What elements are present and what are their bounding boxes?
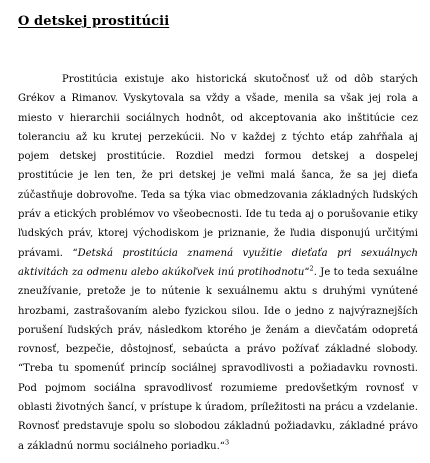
footnote-ref-3: 3 xyxy=(224,438,230,447)
footnote-ref-2: 2 xyxy=(309,264,314,273)
paragraph-text-1: Prostitúcia existuje ako historická skutočnosť už od dôb starých Grékov a Rimanov. Vyskytovala sa vždy a všade, menila sa však jej rola a miesto v hierarchii sociálnych hodnôt, od akceptovania ako inštitúcie cez toleranciu až ku krutej perzekúcii. No v každej z týchto etáp zahŕňala aj pojem detskej prostitúcie. Rozdiel medzi formou detskej a dospelej prostitúcie je len ten, že pri detskej je veľmi malá šanca, že sa jej dieťa zúčastňuje dobrovoľne. Teda sa týka viac obmedzovania základných ľudských práv a etických problémov vo všeobecnosti. Ide tu teda aj o porušovanie etiky ľudských práv, ktorej východiskom je priznanie, že ľudia disponujú určitými právami. “ xyxy=(18,74,418,259)
quotation-1: Detská prostitúcia znamená využitie dieťaťa pri sexuálnych aktivitách za odmenu alebo akúkoľvek inú protihodnotu xyxy=(18,247,418,278)
document-title: O detskej prostitúcii xyxy=(18,14,170,29)
quotation-2-close: “ xyxy=(219,440,225,452)
body-paragraph xyxy=(18,70,418,456)
paragraph-text-2: . Je to teda sexuálne zneužívanie, pretože je to nútenie k sexuálnemu aktu s druhými vynútené hrozbami, zastrašovaním alebo fyzickou silou. Ide o jedno z najvýraznejších porušení ľudských práv, následkom ktorého je ženám a dievčatám odopretá rovnosť, bezpečie, dôstojnosť, sebaúcta a právo požívať základné slobody. “ xyxy=(18,266,419,375)
quotation-2: Treba tu spomenúť princíp sociálnej spravodlivosti a požiadavku rovnosti. Pod pojmom sociálna spravodlivosť rozumieme predovšetkým rovnosť v oblasti životných šancí, v prístupe k úradom, príležitosti na prácu a vzdelanie. Rovnosť predstavuje spolu so slobodou základnú požiadavku, základné právo a základnú normu sociálneho poriadku. xyxy=(18,363,418,452)
quotation-1-close: “ xyxy=(304,266,310,278)
